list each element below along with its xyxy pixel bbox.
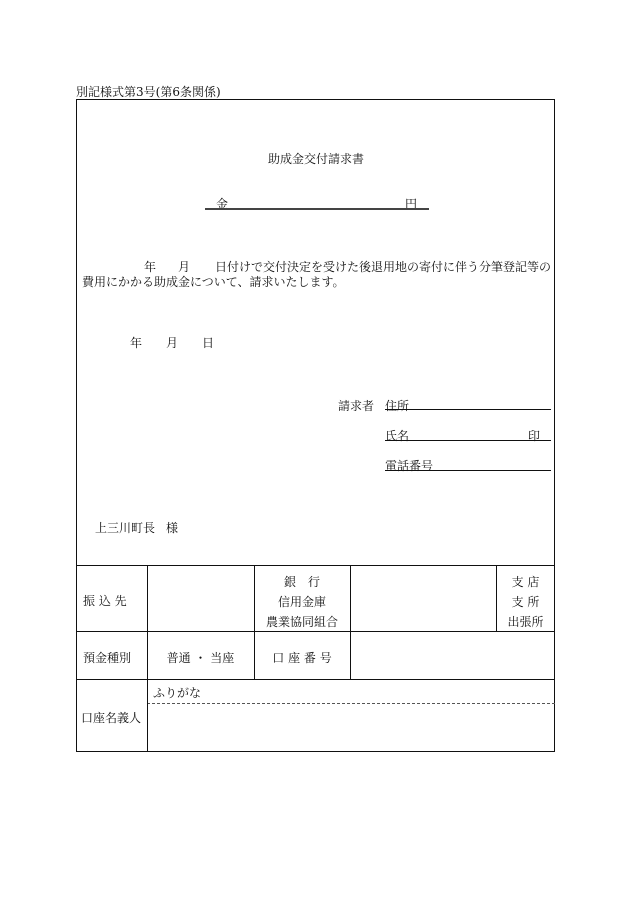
deposit-type-label: 預金種別 [83, 651, 132, 665]
bank-type-shinkin: 信用金庫 [277, 595, 326, 609]
furigana-label: ふりがな [153, 686, 202, 700]
account-holder-label: 口座名義人 [81, 711, 142, 725]
address-field-line[interactable] [385, 409, 551, 410]
amount-underline [205, 208, 429, 210]
body-line2: 費用にかかる助成金について、請求いたします。 [82, 275, 345, 289]
date-day: 日 [202, 336, 215, 350]
account-number-label: 口 座 番 号 [272, 651, 332, 665]
address-label: 住所 [385, 399, 410, 413]
name-label: 氏名 [385, 429, 410, 443]
body-year: 年 [144, 260, 157, 274]
account-holder-cell[interactable] [147, 705, 555, 751]
date-year: 年 [130, 336, 143, 350]
account-number-cell[interactable] [350, 633, 555, 679]
body-line1: 日付けで交付決定を受けた後退用地の寄付に伴う分筆登記等の [215, 260, 552, 274]
phone-field-line[interactable] [385, 470, 551, 471]
seal-mark: 印 [528, 429, 541, 443]
branch-type-branch: 支 店 [511, 575, 540, 589]
body-month: 月 [178, 260, 191, 274]
phone-label: 電話番号 [385, 459, 434, 473]
addressee-name: 上三川町長 [95, 521, 156, 535]
branch-name-cell[interactable] [350, 567, 496, 631]
branch-type-outpost: 出張所 [507, 615, 544, 629]
deposit-options[interactable]: 普通 ・ 当座 [166, 651, 235, 665]
addressee-honorific: 様 [166, 521, 179, 535]
bank-types [254, 572, 350, 632]
transfer-label: 振 込 先 [83, 594, 127, 608]
bank-type-bank: 銀 行 [283, 575, 320, 589]
amount-suffix: 円 [405, 197, 418, 211]
document-title: 助成金交付請求書 [268, 152, 365, 166]
name-field-line[interactable] [385, 440, 551, 441]
bank-type-nokyo: 農業協同組合 [265, 615, 338, 629]
date-month: 月 [166, 336, 179, 350]
claimant-label: 請求者 [338, 399, 375, 413]
form-label: 別記様式第3号(第6条関係) [76, 85, 221, 99]
furigana-dashed-line [147, 703, 555, 704]
branch-type-office: 支 所 [511, 595, 540, 609]
bank-name-cell[interactable] [147, 567, 254, 631]
amount-prefix: 金 [216, 197, 229, 211]
branch-types [496, 572, 555, 632]
